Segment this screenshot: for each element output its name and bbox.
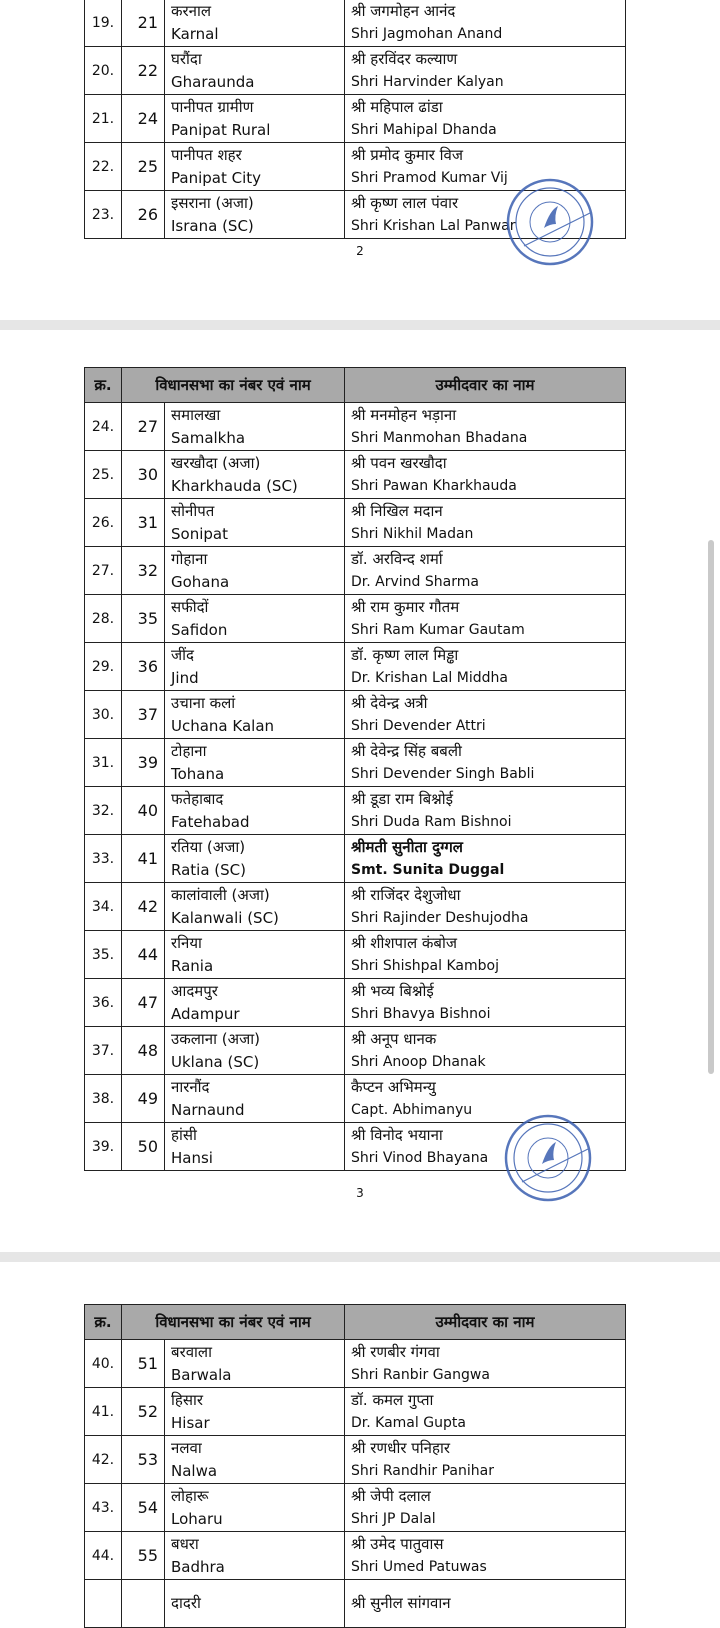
table-row	[85, 1340, 626, 1388]
constituency-name-hindi: नलवा	[171, 1438, 202, 1457]
constituency-number: 22	[122, 47, 165, 95]
constituency-number: 52	[122, 1388, 165, 1436]
candidate-name	[345, 1532, 626, 1580]
table-row	[85, 979, 626, 1027]
table-row	[85, 547, 626, 595]
candidate-name-hindi: श्री विनोद भयाना	[351, 1125, 443, 1144]
candidate-name-english: Shri Rajinder Deshujodha	[351, 909, 529, 926]
constituency-number: 27	[122, 403, 165, 451]
constituency-number: 24	[122, 95, 165, 143]
constituency-name-english: Panipat Rural	[171, 120, 271, 139]
candidate-name-hindi: श्री भव्य बिश्नोई	[351, 981, 434, 1000]
constituency-number: 51	[122, 1340, 165, 1388]
constituency-number: 31	[122, 499, 165, 547]
serial-number: 25.	[85, 451, 122, 499]
table-row	[85, 739, 626, 787]
constituency-name-hindi: हांसी	[171, 1125, 197, 1144]
table-row	[85, 691, 626, 739]
constituency-name-hindi: खरखौदा (अजा)	[171, 453, 261, 472]
serial-number: 40.	[85, 1340, 122, 1388]
serial-number: 41.	[85, 1388, 122, 1436]
page-number: 3	[356, 1186, 364, 1200]
serial-number: 42.	[85, 1436, 122, 1484]
constituency-name	[165, 979, 345, 1027]
serial-number: 39.	[85, 1123, 122, 1171]
candidate-name-hindi: श्री रणबीर गंगवा	[351, 1342, 440, 1361]
table-row	[85, 0, 626, 47]
constituency-name-hindi: सफीदों	[171, 597, 209, 616]
constituency-name	[165, 931, 345, 979]
serial-number: 31.	[85, 739, 122, 787]
candidate-name	[345, 451, 626, 499]
constituency-name-english: Fatehabad	[171, 812, 250, 831]
constituency-name	[165, 403, 345, 451]
candidate-name	[345, 499, 626, 547]
constituency-number: 39	[122, 739, 165, 787]
constituency-number: 53	[122, 1436, 165, 1484]
constituency-name-english: Panipat City	[171, 168, 261, 187]
serial-number: 33.	[85, 835, 122, 883]
serial-number: 23.	[85, 191, 122, 239]
table-row	[85, 883, 626, 931]
constituency-number: 35	[122, 595, 165, 643]
constituency-number: 26	[122, 191, 165, 239]
candidate-name-hindi: श्री रणधीर पनिहार	[351, 1438, 450, 1457]
serial-number: 22.	[85, 143, 122, 191]
candidate-name-hindi: श्री कृष्ण लाल पंवार	[351, 193, 459, 212]
constituency-name	[165, 143, 345, 191]
constituency-name	[165, 739, 345, 787]
candidate-name-hindi: डॉ. कमल गुप्ता	[351, 1390, 434, 1409]
serial-number: 43.	[85, 1484, 122, 1532]
candidate-name-hindi: श्री जगमोहन आनंद	[351, 1, 456, 20]
constituency-name	[165, 643, 345, 691]
constituency-number: 40	[122, 787, 165, 835]
candidate-name-hindi: कैप्टन अभिमन्यु	[351, 1077, 436, 1096]
constituency-name-english: Gharaunda	[171, 72, 255, 91]
constituency-name	[165, 499, 345, 547]
serial-number: 26.	[85, 499, 122, 547]
candidate-name	[345, 883, 626, 931]
table-row	[85, 1484, 626, 1532]
serial-number: 34.	[85, 883, 122, 931]
constituency-name-english: Uchana Kalan	[171, 716, 275, 735]
candidate-name-english: Shri Devender Singh Babli	[351, 765, 535, 782]
constituency-name-english: Hansi	[171, 1148, 213, 1167]
constituency-name-hindi: सोनीपत	[171, 501, 215, 520]
serial-number: 19.	[85, 0, 122, 47]
constituency-name-english: Gohana	[171, 572, 230, 591]
table-header-row	[85, 368, 626, 403]
candidate-name-hindi: श्री पवन खरखौदा	[351, 453, 447, 472]
table-row	[85, 47, 626, 95]
constituency-number: 36	[122, 643, 165, 691]
constituency-name-english: Safidon	[171, 620, 228, 639]
header-constituency: विधानसभा का नंबर एवं नाम	[122, 1305, 345, 1340]
candidate-name-english: Shri Ram Kumar Gautam	[351, 621, 525, 638]
constituency-name-hindi: हिसार	[171, 1390, 204, 1409]
constituency-name-english: Badhra	[171, 1557, 225, 1576]
constituency-number: 41	[122, 835, 165, 883]
candidate-name-hindi: श्री राजिंदर देशुजोधा	[351, 885, 461, 904]
constituency-name	[165, 787, 345, 835]
candidate-name	[345, 931, 626, 979]
candidate-name-hindi: श्री प्रमोद कुमार विज	[351, 145, 464, 164]
serial-number: 20.	[85, 47, 122, 95]
constituency-name	[165, 1484, 345, 1532]
candidate-name-english: Shri Ranbir Gangwa	[351, 1366, 490, 1383]
constituency-name-hindi: फतेहाबाद	[171, 789, 224, 808]
candidate-name-english: Capt. Abhimanyu	[351, 1101, 473, 1118]
constituency-name-english: Rania	[171, 956, 214, 975]
serial-number: 37.	[85, 1027, 122, 1075]
candidate-name-english: Shri Umed Patuwas	[351, 1558, 487, 1575]
document-page-4	[0, 1262, 720, 1612]
document-page-3	[0, 330, 720, 1252]
candidate-name	[345, 787, 626, 835]
serial-number: 21.	[85, 95, 122, 143]
table-row	[85, 835, 626, 883]
serial-number: 44.	[85, 1532, 122, 1580]
candidate-name-english: Shri Nikhil Madan	[351, 525, 474, 542]
table-row	[85, 1436, 626, 1484]
candidate-name-hindi: श्री शीशपाल कंबोज	[351, 933, 458, 952]
constituency-name-hindi: जींद	[171, 645, 194, 664]
candidate-name-english: Smt. Sunita Duggal	[351, 861, 505, 878]
table-row	[85, 403, 626, 451]
constituency-name-english: Loharu	[171, 1509, 223, 1528]
constituency-name-hindi: नारनौंद	[171, 1077, 210, 1096]
candidate-name-hindi: श्रीमती सुनीता दुग्गल	[351, 837, 463, 856]
serial-number: 35.	[85, 931, 122, 979]
constituency-name-hindi: लोहारू	[171, 1486, 209, 1505]
constituency-name	[165, 1340, 345, 1388]
page-number: 2	[356, 244, 364, 258]
candidate-name-english: Shri Devender Attri	[351, 717, 486, 734]
constituency-number: 55	[122, 1532, 165, 1580]
candidate-name-hindi: श्री अनूप धानक	[351, 1029, 437, 1048]
constituency-name	[165, 835, 345, 883]
serial-number: 36.	[85, 979, 122, 1027]
candidate-name-english: Shri Bhavya Bishnoi	[351, 1005, 491, 1022]
constituency-number: 30	[122, 451, 165, 499]
constituency-name-hindi: आदमपुर	[171, 981, 218, 1000]
constituency-number: 49	[122, 1075, 165, 1123]
constituency-number: 50	[122, 1123, 165, 1171]
candidate-name-english: Shri Harvinder Kalyan	[351, 73, 504, 90]
candidate-table-page-4	[84, 1304, 626, 1628]
header-serial: क्र.	[85, 368, 122, 403]
candidate-name-english: Shri Pramod Kumar Vij	[351, 169, 508, 186]
table-row	[85, 931, 626, 979]
candidate-name	[345, 1484, 626, 1532]
constituency-name-hindi: समालखा	[171, 405, 221, 424]
constituency-name-hindi: गोहाना	[171, 549, 208, 568]
candidate-name-hindi: श्री देवेन्द्र अत्री	[351, 693, 428, 712]
constituency-name	[165, 1388, 345, 1436]
candidate-name-hindi: डॉ. कृष्ण लाल मिड्ढा	[351, 645, 459, 664]
constituency-name-hindi: इसराना (अजा)	[171, 193, 254, 212]
table-row	[85, 595, 626, 643]
candidate-name-hindi: श्री मनमोहन भड़ाना	[351, 405, 457, 424]
candidate-table-page-3	[84, 367, 626, 1171]
candidate-name-english: Dr. Kamal Gupta	[351, 1414, 466, 1431]
table-body	[85, 1340, 626, 1628]
candidate-name	[345, 739, 626, 787]
candidate-name	[345, 1388, 626, 1436]
candidate-name	[345, 1580, 626, 1628]
constituency-name	[165, 95, 345, 143]
constituency-name	[165, 1027, 345, 1075]
candidate-name-english: Shri Anoop Dhanak	[351, 1053, 486, 1070]
candidate-name-english: Shri Randhir Panihar	[351, 1462, 494, 1479]
constituency-name-english: Uklana (SC)	[171, 1052, 260, 1071]
table-row	[85, 1388, 626, 1436]
candidate-name-english: Shri Manmohan Bhadana	[351, 429, 528, 446]
constituency-name	[165, 1436, 345, 1484]
constituency-name	[165, 691, 345, 739]
constituency-name	[165, 1532, 345, 1580]
constituency-name-hindi: उचाना कलां	[171, 693, 236, 712]
constituency-name-english: Narnaund	[171, 1100, 245, 1119]
constituency-number: 25	[122, 143, 165, 191]
serial-number: 29.	[85, 643, 122, 691]
constituency-name-english: Samalkha	[171, 428, 246, 447]
constituency-name-english: Barwala	[171, 1365, 232, 1384]
candidate-name-hindi: डॉ. अरविन्द शर्मा	[351, 549, 443, 568]
constituency-number: 37	[122, 691, 165, 739]
document-page-2	[0, 0, 720, 320]
candidate-name	[345, 643, 626, 691]
constituency-name-hindi: पानीपत शहर	[171, 145, 242, 164]
candidate-name	[345, 47, 626, 95]
table-row	[85, 95, 626, 143]
candidate-name-hindi: श्री डूडा राम बिश्नोई	[351, 789, 454, 808]
table-header-row	[85, 1305, 626, 1340]
constituency-name-english: Jind	[171, 668, 199, 687]
candidate-name	[345, 95, 626, 143]
constituency-number: 32	[122, 547, 165, 595]
constituency-name	[165, 191, 345, 239]
constituency-name-english: Kharkhauda (SC)	[171, 476, 298, 495]
constituency-name-english: Kalanwali (SC)	[171, 908, 279, 927]
table-row	[85, 1027, 626, 1075]
candidate-name	[345, 979, 626, 1027]
candidate-name-hindi: श्री हरविंदर कल्याण	[351, 49, 458, 68]
candidate-name-english: Shri Pawan Kharkhauda	[351, 477, 517, 494]
constituency-name	[165, 1075, 345, 1123]
candidate-name	[345, 691, 626, 739]
constituency-name-english: Karnal	[171, 24, 219, 43]
constituency-name-hindi: दादरी	[171, 1594, 201, 1612]
candidate-name-english: Shri Mahipal Dhanda	[351, 121, 497, 138]
candidate-name-english: Shri Krishan Lal Panwar	[351, 217, 516, 234]
constituency-name-english: Nalwa	[171, 1461, 218, 1480]
candidate-name-hindi: श्री महिपाल ढांडा	[351, 97, 443, 116]
table-row	[85, 787, 626, 835]
constituency-name	[165, 1580, 345, 1628]
candidate-name-english: Shri Shishpal Kamboj	[351, 957, 499, 974]
constituency-name	[165, 883, 345, 931]
candidate-name-english: Shri Jagmohan Anand	[351, 25, 503, 42]
constituency-name-english: Israna (SC)	[171, 216, 254, 235]
candidate-name	[345, 1436, 626, 1484]
scrollbar-thumb[interactable]	[708, 540, 714, 1074]
constituency-number: 21	[122, 0, 165, 47]
constituency-name	[165, 0, 345, 47]
candidate-name	[345, 547, 626, 595]
serial-number: 24.	[85, 403, 122, 451]
candidate-name	[345, 403, 626, 451]
constituency-name-english: Sonipat	[171, 524, 228, 543]
candidate-name-hindi: श्री देवेन्द्र सिंह बबली	[351, 741, 462, 760]
candidate-name-hindi: श्री जेपी दलाल	[351, 1486, 431, 1505]
table-row	[85, 499, 626, 547]
page-separator	[0, 320, 720, 330]
constituency-name	[165, 1123, 345, 1171]
header-constituency: विधानसभा का नंबर एवं नाम	[122, 368, 345, 403]
constituency-name-hindi: रतिया (अजा)	[171, 837, 246, 856]
candidate-name	[345, 0, 626, 47]
table-row	[85, 643, 626, 691]
table-row	[85, 1580, 626, 1628]
constituency-name-hindi: कालांवाली (अजा)	[171, 885, 270, 904]
constituency-number	[122, 1580, 165, 1628]
constituency-name-hindi: रनिया	[171, 933, 202, 952]
header-serial: क्र.	[85, 1305, 122, 1340]
constituency-name-english: Ratia (SC)	[171, 860, 246, 879]
constituency-name-english: Adampur	[171, 1004, 240, 1023]
constituency-name	[165, 47, 345, 95]
candidate-name-hindi: श्री उमेद पातुवास	[351, 1534, 444, 1553]
table-row	[85, 1532, 626, 1580]
candidate-name-english: Dr. Arvind Sharma	[351, 573, 479, 590]
constituency-name-hindi: करनाल	[171, 1, 212, 20]
constituency-number: 42	[122, 883, 165, 931]
header-candidate: उम्मीदवार का नाम	[345, 1305, 626, 1340]
serial-number	[85, 1580, 122, 1628]
header-candidate: उम्मीदवार का नाम	[345, 368, 626, 403]
constituency-name	[165, 547, 345, 595]
constituency-number: 44	[122, 931, 165, 979]
constituency-number: 47	[122, 979, 165, 1027]
table-row	[85, 451, 626, 499]
candidate-name-hindi: श्री सुनील सांगवान	[351, 1594, 451, 1612]
page-separator	[0, 1252, 720, 1262]
constituency-name-hindi: टोहाना	[171, 741, 207, 760]
candidate-name-hindi: श्री निखिल मदान	[351, 501, 443, 520]
constituency-number: 48	[122, 1027, 165, 1075]
candidate-name-english: Shri JP Dalal	[351, 1510, 436, 1527]
candidate-name	[345, 835, 626, 883]
candidate-name-hindi: श्री राम कुमार गौतम	[351, 597, 460, 616]
constituency-name-english: Hisar	[171, 1413, 210, 1432]
candidate-name-english: Dr. Krishan Lal Middha	[351, 669, 508, 686]
constituency-name-hindi: घरौंदा	[171, 49, 202, 68]
table-body	[85, 403, 626, 1171]
party-seal-stamp	[502, 1112, 594, 1204]
constituency-name-english: Tohana	[171, 764, 225, 783]
serial-number: 38.	[85, 1075, 122, 1123]
candidate-name	[345, 1340, 626, 1388]
serial-number: 30.	[85, 691, 122, 739]
constituency-name-hindi: बधरा	[171, 1534, 199, 1553]
candidate-name	[345, 1027, 626, 1075]
constituency-name-hindi: उकलाना (अजा)	[171, 1029, 260, 1048]
party-seal-stamp	[504, 176, 596, 268]
candidate-name-english: Shri Vinod Bhayana	[351, 1149, 489, 1166]
candidate-name	[345, 595, 626, 643]
serial-number: 32.	[85, 787, 122, 835]
constituency-name-hindi: बरवाला	[171, 1342, 212, 1361]
constituency-name	[165, 595, 345, 643]
constituency-number: 54	[122, 1484, 165, 1532]
constituency-name-hindi: पानीपत ग्रामीण	[171, 97, 254, 116]
constituency-name	[165, 451, 345, 499]
candidate-name-english: Shri Duda Ram Bishnoi	[351, 813, 512, 830]
serial-number: 28.	[85, 595, 122, 643]
serial-number: 27.	[85, 547, 122, 595]
